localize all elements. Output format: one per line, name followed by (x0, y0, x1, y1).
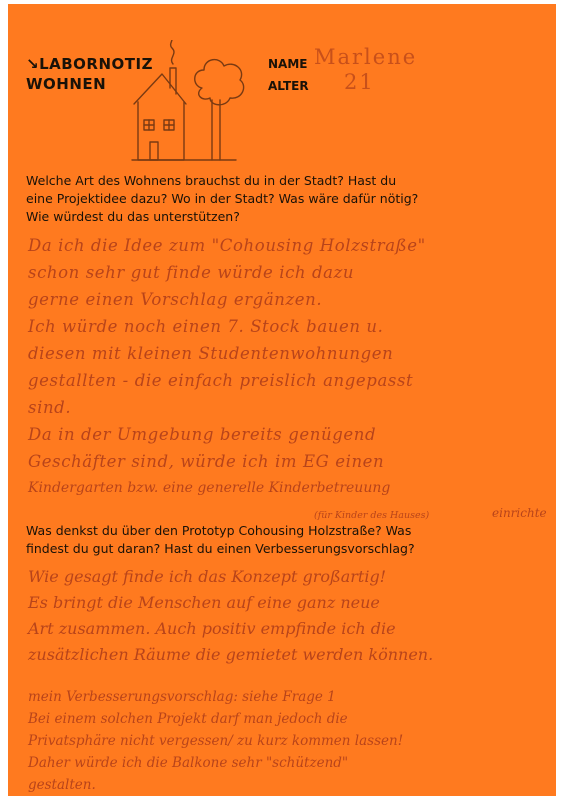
answer-1-line: Geschäfter sind, würde ich im EG einen (28, 452, 385, 471)
name-value: Marlene (314, 45, 418, 69)
question-1 (26, 172, 546, 226)
question-2-line: Was denkst du über den Prototyp Cohousing Holzstraße? Was (26, 523, 412, 538)
answer-1-line: gestallten - die einfach preislich angepasst (28, 371, 414, 390)
answer-3 (28, 686, 548, 796)
house-with-tree-icon (126, 40, 256, 174)
title-line-2: WOHNEN (26, 75, 107, 93)
answer-1-line: Da in der Umgebung bereits genügend (28, 425, 377, 444)
answer-1-line: schon sehr gut finde würde ich dazu (28, 263, 355, 282)
age-value: 21 (344, 70, 375, 94)
answer-2-line: Wie gesagt finde ich das Konzept großartig! (28, 567, 387, 586)
answer-1-cut-word: einrichte (492, 506, 547, 520)
answer-1-line: sind. (28, 398, 72, 417)
question-1-line: Welche Art des Wohnens brauchst du in der Stadt? Hast du (26, 173, 397, 188)
answer-2 (28, 564, 548, 668)
answer-2-line: zusätzlichen Räume die gemietet werden können. (28, 645, 434, 664)
answer-3-line: Daher würde ich die Balkone sehr "schützend" (28, 755, 349, 771)
age-label: ALTER (268, 79, 309, 93)
answer-1 (28, 232, 548, 502)
answer-1-line: Kindergarten bzw. eine generelle Kinderbetreuung (28, 480, 391, 496)
answer-1-line: Ich würde noch einen 7. Stock bauen u. (28, 317, 384, 336)
name-label: NAME (268, 57, 308, 71)
title-line-1: ↘LABORNOTIZ (26, 55, 153, 73)
answer-1-note: (für Kinder des Hauses) (314, 510, 430, 521)
answer-2-line: Es bringt die Menschen auf eine ganz neue (28, 593, 380, 612)
answer-1-line: diesen mit kleinen Studentenwohnungen (28, 344, 394, 363)
answer-2-line: Art zusammen. Auch positiv empfinde ich die (28, 619, 396, 638)
question-2 (26, 522, 546, 558)
answer-3-line: Bei einem solchen Projekt darf man jedoch die (28, 711, 348, 727)
answer-3-line: mein Verbesserungsvorschlag: siehe Frage 1 (28, 689, 336, 705)
answer-1-line: Da ich die Idee zum "Cohousing Holzstraße" (28, 236, 426, 255)
question-1-line: eine Projektidee dazu? Wo in der Stadt? Was wäre dafür nötig? (26, 191, 419, 206)
answer-1-line: gerne einen Vorschlag ergänzen. (28, 290, 323, 309)
note-card (8, 4, 556, 796)
answer-3-line: gestalten. (28, 777, 96, 793)
question-1-line: Wie würdest du das unterstützen? (26, 209, 240, 224)
question-2-line: findest du gut daran? Hast du einen Verbesserungsvorschlag? (26, 541, 415, 556)
answer-3-line: Privatsphäre nicht vergessen/ zu kurz kommen lassen! (28, 733, 404, 749)
